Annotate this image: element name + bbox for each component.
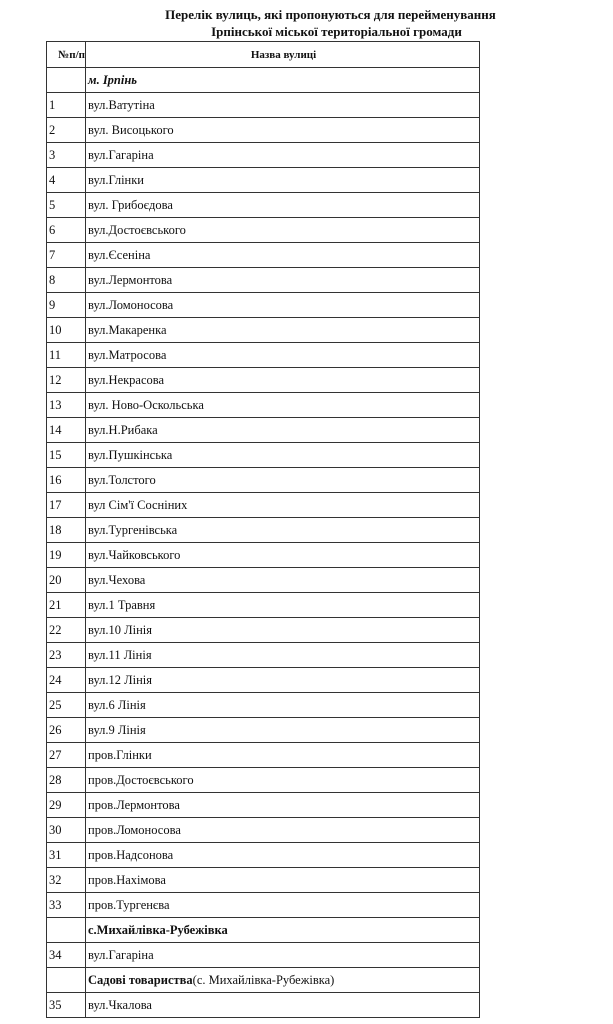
street-name: вул.Пушкінська	[86, 443, 480, 468]
table-row	[47, 743, 480, 768]
row-number: 22	[47, 618, 86, 643]
table-row	[47, 468, 480, 493]
row-number: 35	[47, 993, 86, 1018]
row-number: 1	[47, 93, 86, 118]
table-row	[47, 418, 480, 443]
title-line-1: Перелік вулиць, які пропонуються для перейменування	[165, 7, 496, 22]
table-row	[47, 893, 480, 918]
row-number: 17	[47, 493, 86, 518]
table-row	[47, 818, 480, 843]
table-row	[47, 118, 480, 143]
row-number: 29	[47, 793, 86, 818]
section-row-mykhailivka	[47, 918, 480, 943]
row-number: 31	[47, 843, 86, 868]
street-name: вул.Гагаріна	[86, 943, 480, 968]
table-row	[47, 518, 480, 543]
street-name: вул.1 Травня	[86, 593, 480, 618]
section-title	[86, 918, 480, 943]
section-row-gardens	[47, 968, 480, 993]
street-name: вул.Лермонтова	[86, 268, 480, 293]
row-number: 21	[47, 593, 86, 618]
table-row	[47, 268, 480, 293]
table-row	[47, 843, 480, 868]
street-name: вул.Чкалова	[86, 993, 480, 1018]
section-number-cell	[47, 968, 86, 993]
street-name: пров.Лермонтова	[86, 793, 480, 818]
street-name: пров.Достоєвського	[86, 768, 480, 793]
table-row	[47, 193, 480, 218]
row-number: 19	[47, 543, 86, 568]
row-number: 3	[47, 143, 86, 168]
table-row	[47, 693, 480, 718]
street-name: вул.Макаренка	[86, 318, 480, 343]
section-number-cell	[47, 68, 86, 93]
section-title	[86, 968, 480, 993]
section-row-irpin	[47, 68, 480, 93]
row-number: 18	[47, 518, 86, 543]
street-name: вул.Ломоносова	[86, 293, 480, 318]
table-body	[47, 68, 480, 1018]
row-number: 23	[47, 643, 86, 668]
row-number: 11	[47, 343, 86, 368]
street-name: вул.Матросова	[86, 343, 480, 368]
row-number: 13	[47, 393, 86, 418]
table-row	[47, 568, 480, 593]
document-title	[0, 6, 613, 40]
street-name: пров.Глінки	[86, 743, 480, 768]
row-number: 14	[47, 418, 86, 443]
table-row	[47, 493, 480, 518]
street-name: вул.Чехова	[86, 568, 480, 593]
row-number: 2	[47, 118, 86, 143]
street-name: вул.10 Лінія	[86, 618, 480, 643]
table-row	[47, 993, 480, 1018]
row-number: 26	[47, 718, 86, 743]
table-row	[47, 443, 480, 468]
street-name: вул. Грибоєдова	[86, 193, 480, 218]
row-number: 12	[47, 368, 86, 393]
street-name: вул.Єсеніна	[86, 243, 480, 268]
street-name: вул.Ватутіна	[86, 93, 480, 118]
row-number: 7	[47, 243, 86, 268]
street-name: вул.11 Лінія	[86, 643, 480, 668]
table-row	[47, 243, 480, 268]
street-name: вул.Тургенівська	[86, 518, 480, 543]
row-number: 4	[47, 168, 86, 193]
section-title-part: (с. Михайлівка-Рубежівка)	[192, 972, 335, 987]
row-number: 20	[47, 568, 86, 593]
row-number: 33	[47, 893, 86, 918]
title-line-2: Ірпінської міської територіальної громади	[211, 24, 462, 39]
street-name: вул.Достоєвського	[86, 218, 480, 243]
table-row	[47, 643, 480, 668]
street-name: вул. Висоцького	[86, 118, 480, 143]
street-name: вул.Н.Рибака	[86, 418, 480, 443]
table-row	[47, 793, 480, 818]
row-number: 25	[47, 693, 86, 718]
street-name: пров.Нахімова	[86, 868, 480, 893]
table-header-row	[47, 42, 480, 68]
table-row	[47, 393, 480, 418]
table-row	[47, 218, 480, 243]
row-number: 9	[47, 293, 86, 318]
street-name: вул.12 Лінія	[86, 668, 480, 693]
table-row	[47, 618, 480, 643]
row-number: 34	[47, 943, 86, 968]
row-number: 5	[47, 193, 86, 218]
row-number: 24	[47, 668, 86, 693]
street-name: вул.Глінки	[86, 168, 480, 193]
table-row	[47, 718, 480, 743]
table-row	[47, 668, 480, 693]
table-row	[47, 343, 480, 368]
table-row	[47, 868, 480, 893]
street-name: вул.Чайковського	[86, 543, 480, 568]
street-name: вул.Толстого	[86, 468, 480, 493]
row-number: 30	[47, 818, 86, 843]
header-street-name: Назва вулиці	[86, 42, 480, 68]
table-row	[47, 318, 480, 343]
streets-table	[46, 41, 480, 1018]
street-name: вул.6 Лінія	[86, 693, 480, 718]
street-name: вул. Ново-Оскольська	[86, 393, 480, 418]
table-row	[47, 93, 480, 118]
row-number: 27	[47, 743, 86, 768]
section-title-part: Садові товариства	[88, 972, 193, 987]
street-name: пров.Надсонова	[86, 843, 480, 868]
table-row	[47, 368, 480, 393]
street-name: вул.Некрасова	[86, 368, 480, 393]
street-name: пров.Тургенєва	[86, 893, 480, 918]
section-title-irpin: м. Ірпінь	[86, 68, 480, 93]
header-number: №п/п	[47, 42, 86, 68]
table-row	[47, 943, 480, 968]
table-row	[47, 293, 480, 318]
table-row	[47, 543, 480, 568]
row-number: 8	[47, 268, 86, 293]
street-name: пров.Ломоносова	[86, 818, 480, 843]
street-name: вул.9 Лінія	[86, 718, 480, 743]
section-title-part: с.Михайлівка-Рубежівка	[88, 922, 228, 937]
street-name: вул Сім'ї Сосніних	[86, 493, 480, 518]
table-row	[47, 143, 480, 168]
row-number: 28	[47, 768, 86, 793]
section-number-cell	[47, 918, 86, 943]
row-number: 10	[47, 318, 86, 343]
street-name: вул.Гагаріна	[86, 143, 480, 168]
row-number: 6	[47, 218, 86, 243]
table-row	[47, 593, 480, 618]
row-number: 32	[47, 868, 86, 893]
table-row	[47, 768, 480, 793]
row-number: 16	[47, 468, 86, 493]
table-row	[47, 168, 480, 193]
row-number: 15	[47, 443, 86, 468]
